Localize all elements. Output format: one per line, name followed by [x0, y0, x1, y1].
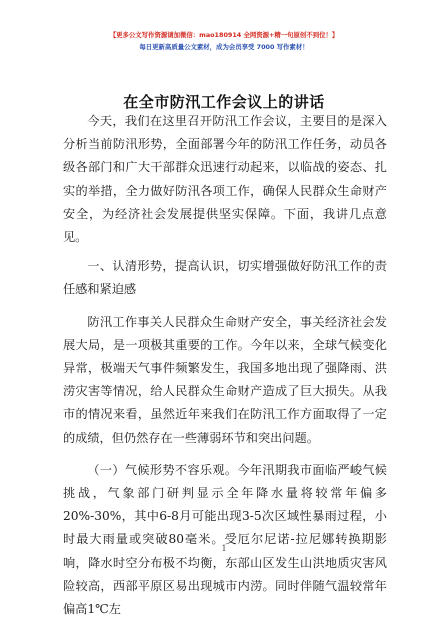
document-title: 在全市防汛工作会议上的讲话: [123, 93, 325, 111]
promo-banner-line-1: 【更多公文写作资源请加微信：mao180914 全网资源+精一句原创不到位！】: [109, 31, 339, 39]
promo-banner-line-2: 每日更新高质量公文素材，成为会员享受 7000 写作素材！: [139, 43, 309, 51]
paragraph-intro: 今天，我们在这里召开防汛工作会议，主要目的是深入分析当前防汛形势，全面部署今年的防汛工作任务，动员各级各部门和广大干部群众迅速行动起来，以临战的姿态、扎实的举措，全力做好防汛各项工作，确保人民群众生命财产安全，为经济社会发展提供坚实保障。下面，我讲几点意见。: [63, 114, 387, 245]
subsection-1: （一）气候形势不容乐观。今年汛期我市面临严峻气候挑战，气象部门研判显示全年降水量将较常年偏多20%-30%，其中6-8月可能出现3-5次区域性暴雨过程，小时最大雨量或突破80毫米。受厄尔尼诺-拉尼娜转换期影响，降水时空分布极不均衡，东部山区发生山洪地质灾害风险较高，西部平原区易出现城市内涝。同时伴随气温较常年偏高1℃左: [63, 462, 387, 617]
paragraph-section-1: 防汛工作事关人民群众生命财产安全，事关经济社会发展大局，是一项极其重要的工作。今年以来，全球气候变化异常，极端天气事件频繁发生，我国多地出现了强降雨、洪涝灾害等情况，给人民群众生命财产造成了巨大损失。从我市的情况来看，虽然近年来我们在防汛工作方面取得了一定的成绩，但仍然存在一些薄弱环节和突出问题。: [63, 314, 387, 445]
section-heading-1: 一、认清形势，提高认识，切实增强做好防汛工作的责任感和紧迫感: [63, 259, 387, 297]
page-number: 1: [221, 544, 227, 553]
